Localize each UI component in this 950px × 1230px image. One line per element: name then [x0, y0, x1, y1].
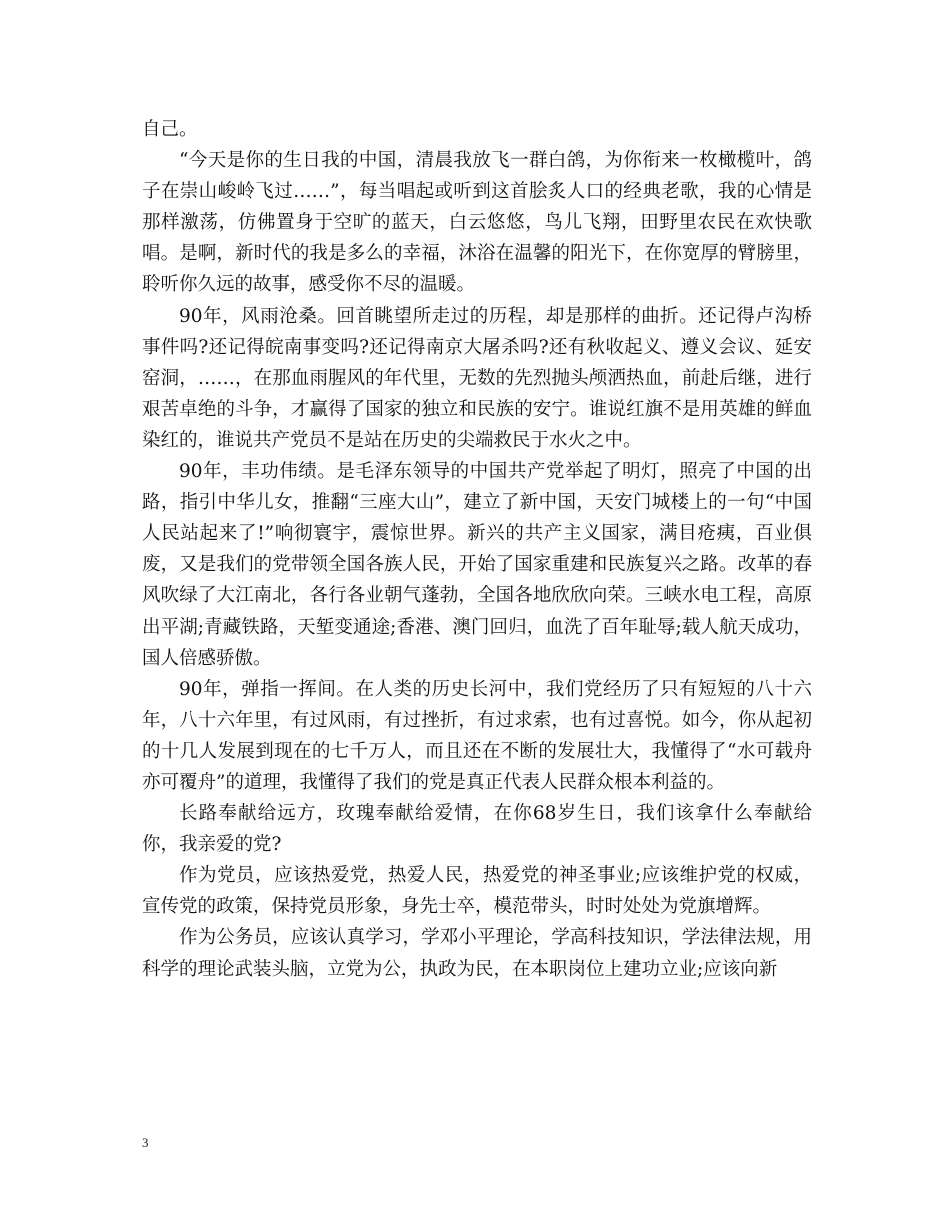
paragraph: 自己。: [142, 119, 198, 140]
document-body: [142, 114, 812, 985]
paragraph: 90年，风雨沧桑。回首眺望所走过的历程，却是那样的曲折。还记得卢沟桥事件吗?还记得皖南事变吗?还记得南京大屠杀吗?还有秋收起义、遵义会议、延安窑洞，……，在那血雨腥风的年代里，无数的先烈抛头颅洒热血，前赴后继，进行艰苦卓绝的斗争，才赢得了国家的独立和民族的安宁。谁说红旗不是用英雄的鲜血染红的，谁说共产党员不是站在历史的尖端救民于水火之中。: [142, 305, 812, 451]
page-number: 3: [142, 1135, 149, 1150]
paragraph: 90年，弹指一挥间。在人类的历史长河中，我们党经历了只有短短的八十六年，八十六年里，有过风雨，有过挫折，有过求索，也有过喜悦。如今，你从起初的十几人发展到现在的七千万人，而且还在不断的发展壮大，我懂得了“水可载舟亦可覆舟”的道理，我懂得了我们的党是真正代表人民群众根本利益的。: [142, 678, 812, 793]
paragraph: 作为公务员，应该认真学习，学邓小平理论，学高科技知识，学法律法规，用科学的理论武装头脑，立党为公，执政为民，在本职岗位上建功立业;应该向新: [142, 927, 812, 980]
paragraph: “今天是你的生日我的中国，清晨我放飞一群白鸽，为你衔来一枚橄榄叶，鸽子在崇山峻岭飞过……”，每当唱起或听到这首脍炙人口的经典老歌，我的心情是那样激荡，仿佛置身于空旷的蓝天，白云悠悠，鸟儿飞翔，田野里农民在欢快歌唱。是啊，新时代的我是多么的幸福，沐浴在温馨的阳光下，在你宽厚的臂膀里，聆听你久远的故事，感受你不尽的温暖。: [142, 150, 812, 296]
paragraph: 90年，丰功伟绩。是毛泽东领导的中国共产党举起了明灯，照亮了中国的出路，指引中华儿女，推翻“三座大山”，建立了新中国，天安门城楼上的一句“中国人民站起来了!”响彻寰宇，震惊世界。新兴的共产主义国家，满目疮痍，百业俱废，又是我们的党带领全国各族人民，开始了国家重建和民族复兴之路。改革的春风吹绿了大江南北，各行各业朝气蓬勃，全国各地欣欣向荣。三峡水电工程，高原出平湖;青藏铁路，天堑变通途;香港、澳门回归，血洗了百年耻辱;载人航天成功，国人倍感骄傲。: [142, 461, 812, 669]
paragraph: 作为党员，应该热爱党，热爱人民，热爱党的神圣事业;应该维护党的权威，宣传党的政策，保持党员形象，身先士卒，模范带头，时时处处为党旗增辉。: [142, 865, 812, 918]
paragraph: 长路奉献给远方，玫瑰奉献给爱情，在你68岁生日，我们该拿什么奉献给你，我亲爱的党?: [142, 803, 812, 856]
